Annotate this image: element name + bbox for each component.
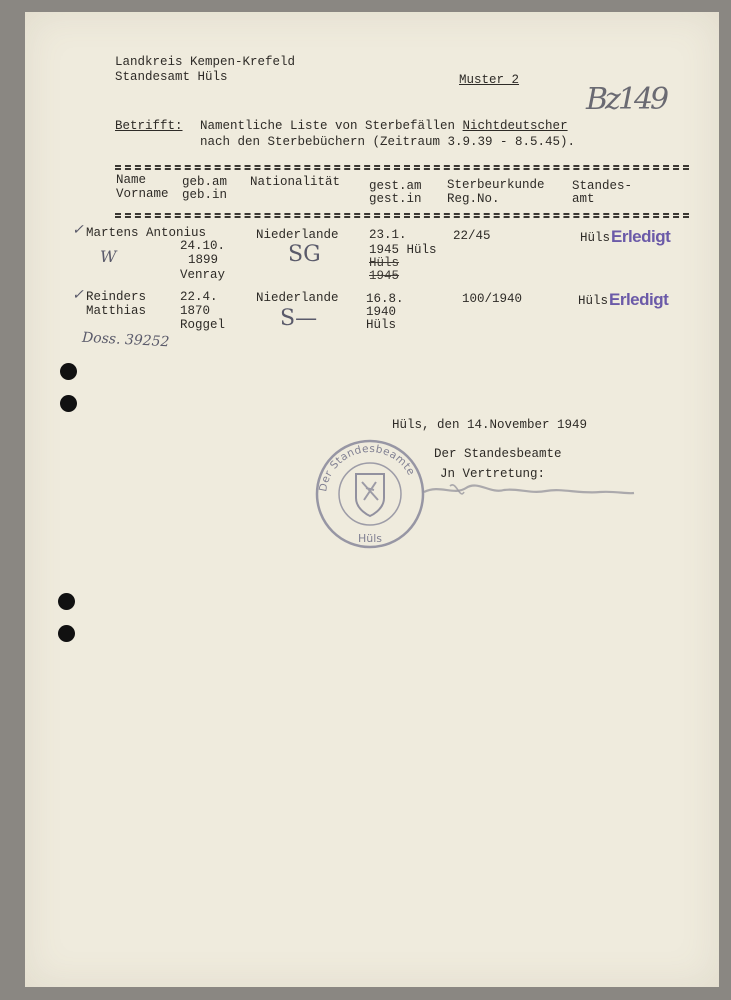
row1-nationality: Niederlande [256,228,339,242]
row2-name-2: Matthias [86,304,147,318]
row2-nationality: Niederlande [256,291,339,305]
row1-born-year: 1899 [188,253,219,267]
row1-died-date: 23.1. [369,228,407,242]
table-rule-top [115,165,689,167]
authority-line-2: Standesamt Hüls [115,70,228,84]
row1-hand-mark: W [100,247,117,266]
subject-label: Betrifft: [115,119,183,133]
col-died-2: gest.in [369,192,422,206]
row1-name: Martens Antonius [86,226,207,240]
deputy-line: Jn Vertretung: [440,467,546,481]
row1-reg-no: 22/45 [453,229,491,243]
subject-line-1-underlined: Nichtdeutscher [462,119,568,133]
row2-hand-note: S— [280,306,318,331]
col-certificate-2: Reg.No. [447,192,500,206]
row1-hand-note: SG [288,242,321,267]
row1-born-date: 24.10. [180,239,226,253]
svg-text:Der Standesbeamte [317,443,417,493]
table-rule-header [115,213,689,215]
col-office-2: amt [572,192,595,206]
row1-died-struck-1: Hüls [369,256,400,270]
row2-born-year: 1870 [180,304,211,318]
row1-erledigt-stamp: Erledigt [611,227,671,246]
punch-hole [60,363,77,380]
dossier-note: Doss. 39252 [81,329,170,351]
punch-hole [60,395,77,412]
subject-line-2: nach den Sterbebüchern (Zeitraum 3.9.39 - 8.5.45). [200,135,576,149]
col-nationality: Nationalität [250,175,341,189]
row2-died-year: 1940 [366,305,397,319]
place-date: Hüls, den 14.November 1949 [392,418,588,432]
seal-text-top: Der Standesbeamte [317,442,418,493]
signatory-title: Der Standesbeamte [434,447,562,461]
seal-text-bottom: Hüls [358,532,383,545]
col-died-1: gest.am [369,179,422,193]
row1-died-year-place: 1945 Hüls [369,243,437,257]
row2-died-date: 16.8. [366,292,404,306]
col-certificate-1: Sterbeurkunde [447,178,545,192]
row1-office: Hüls [580,231,611,245]
row2-erledigt-stamp: Erledigt [609,290,669,309]
subject-line-1 [200,120,568,133]
file-mark: Bz149 [586,82,667,117]
checkmark-icon: ✓ [72,222,84,238]
signature-icon [420,478,640,504]
row2-reg-no: 100/1940 [462,292,523,306]
col-born-2: geb.in [182,188,228,202]
row2-name-1: Reinders [86,290,147,304]
col-name-2: Vorname [116,187,169,201]
col-office-1: Standes- [572,179,633,193]
col-name-1: Name [116,173,147,187]
row2-office: Hüls [578,294,609,308]
form-number: Muster 2 [459,73,520,87]
row1-died-struck-2: 1945 [369,269,400,283]
row2-born-place: Roggel [180,318,226,332]
punch-hole [58,593,75,610]
subject-line-1-text: Namentliche Liste von Sterbefällen [200,119,463,133]
row2-born-date: 22.4. [180,290,218,304]
punch-hole [58,625,75,642]
col-born-1: geb.am [182,175,228,189]
checkmark-icon: ✓ [72,287,84,303]
authority-line-1: Landkreis Kempen-Krefeld [115,55,296,69]
row2-died-place: Hüls [366,318,397,332]
table-rule-top-2 [115,168,689,170]
row1-born-place: Venray [180,268,226,282]
table-rule-header-2 [115,216,689,218]
seal-text [314,438,426,550]
